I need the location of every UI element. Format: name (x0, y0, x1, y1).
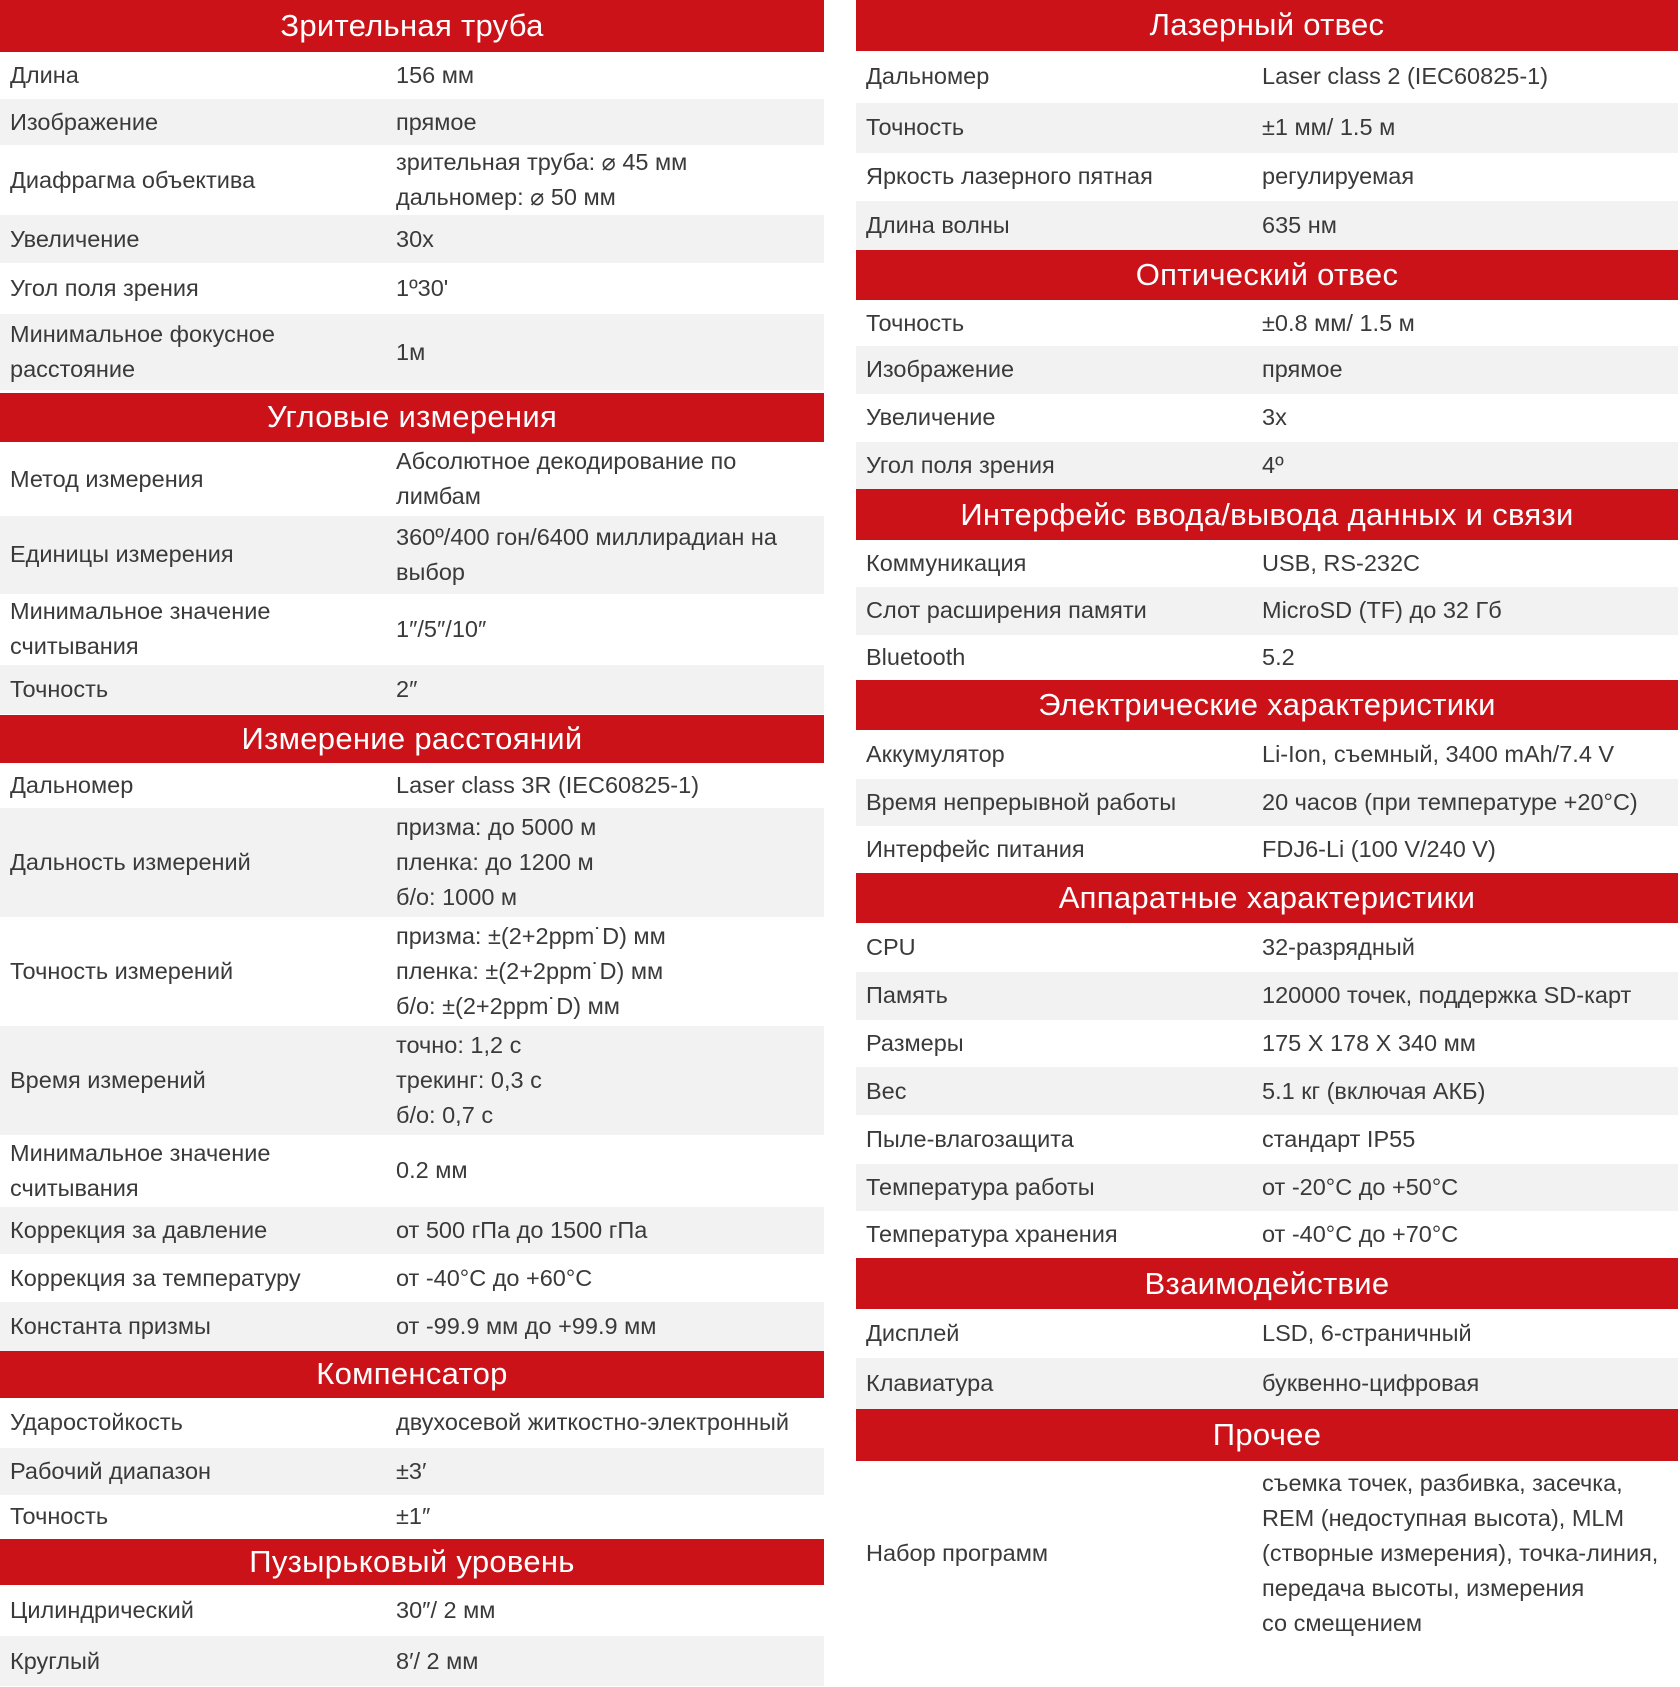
section-header: Зрительная труба (0, 0, 824, 52)
spec-label: Единицы измерения (10, 541, 234, 568)
spec-row (0, 1448, 824, 1495)
spec-label: Минимальное значение считывания (10, 598, 271, 660)
section-header: Аппаратные характеристики (856, 873, 1678, 922)
spec-row (856, 1211, 1678, 1258)
spec-row (0, 314, 824, 390)
spec-value: съемка точек, разбивка, засечка, REM (недоступная высота), MLM (створные измерения), точка-линия, передача высоты, измерения со смещением (1262, 1469, 1659, 1636)
spec-label: Ударостойкость (10, 1409, 183, 1436)
spec-label: Время непрерывной работы (866, 788, 1177, 815)
spec-label: Клавиатура (866, 1370, 994, 1397)
spec-row (856, 923, 1678, 972)
spec-row (856, 779, 1678, 826)
section-header: Лазерный отвес (856, 0, 1678, 51)
spec-row (856, 201, 1678, 249)
spec-label: Слот расширения памяти (866, 597, 1147, 624)
spec-label: Угол поля зрения (10, 275, 199, 302)
spec-row (0, 1135, 824, 1207)
spec-value: 8′/ 2 мм (396, 1647, 479, 1674)
spec-label: Рабочий диапазон (10, 1457, 212, 1484)
spec-row (0, 763, 824, 808)
spec-value: 120000 точек, поддержка SD-карт (1262, 982, 1632, 1009)
spec-label: Дальность измерений (10, 849, 251, 876)
section-header: Компенсатор (0, 1351, 824, 1398)
spec-row (0, 1302, 824, 1350)
spec-value: буквенно-цифровая (1262, 1370, 1480, 1397)
spec-value: 3x (1262, 404, 1287, 431)
spec-value: 1″/5″/10″ (396, 615, 487, 642)
spec-label: Аккумулятор (866, 740, 1005, 767)
section-header: Оптический отвес (856, 250, 1678, 301)
spec-value: Laser class 3R (IEC60825-1) (396, 771, 700, 798)
section-header: Взаимодействие (856, 1258, 1678, 1309)
spec-label: Коррекция за температуру (10, 1264, 301, 1291)
spec-value: 156 мм (396, 61, 475, 88)
spec-label: Точность (866, 114, 965, 141)
spec-row (856, 300, 1678, 346)
spec-value: Laser class 2 (IEC60825-1) (1262, 63, 1549, 90)
spec-label: Круглый (10, 1647, 101, 1674)
spec-label: Дальномер (866, 63, 990, 90)
spec-label: Размеры (866, 1029, 964, 1056)
spec-label: Время измерений (10, 1066, 206, 1093)
spec-value: USB, RS-232C (1262, 550, 1421, 577)
spec-value: ±1″ (396, 1503, 431, 1530)
spec-label: Константа призмы (10, 1313, 211, 1340)
spec-row (856, 153, 1678, 201)
spec-value: 0.2 мм (396, 1157, 468, 1184)
spec-row (856, 394, 1678, 442)
spec-row (0, 442, 824, 516)
spec-row (856, 730, 1678, 778)
spec-value: от -40°C до +60°C (396, 1264, 593, 1291)
section-header: Пузырьковый уровень (0, 1539, 824, 1585)
spec-value: 5.2 (1262, 643, 1295, 670)
spec-row (856, 103, 1678, 152)
spec-row (0, 215, 824, 263)
spec-row (0, 52, 824, 99)
spec-value: призма: до 5000 м пленка: до 1200 м б/о: 1000 м (396, 814, 597, 911)
spec-value: 360º/400 гон/6400 миллирадиан на выбор (396, 523, 777, 585)
spec-label: Изображение (866, 356, 1015, 383)
spec-row (0, 1026, 824, 1135)
spec-row (856, 1067, 1678, 1115)
spec-value: 2″ (396, 675, 418, 702)
spec-label: Увеличение (10, 225, 140, 252)
spec-row (0, 263, 824, 314)
spec-label: Точность (10, 675, 109, 702)
spec-value: ±3′ (396, 1457, 427, 1484)
spec-value: от -40°C до +70°C (1262, 1221, 1459, 1248)
spec-label: Bluetooth (866, 643, 966, 670)
spec-row (856, 1020, 1678, 1067)
spec-label: Температура работы (866, 1173, 1095, 1200)
spec-value: 175 X 178 X 340 мм (1262, 1029, 1476, 1056)
spec-row (0, 516, 824, 593)
spec-row (0, 665, 824, 714)
spec-value: MicroSD (TF) до 32 Гб (1262, 597, 1502, 624)
spec-label: Память (866, 982, 948, 1009)
spec-row (0, 808, 824, 918)
spec-label: Минимальное значение считывания (10, 1139, 271, 1201)
spec-value: ±0.8 мм/ 1.5 м (1262, 309, 1415, 336)
spec-label: Длина (10, 61, 79, 88)
spec-label: Точность измерений (10, 958, 234, 985)
spec-row (856, 587, 1678, 634)
spec-label: Метод измерения (10, 465, 204, 492)
spec-label: Дисплей (866, 1320, 960, 1347)
spec-label: Минимальное фокусное расстояние (10, 321, 275, 383)
spec-label: Набор программ (866, 1539, 1049, 1566)
section-header: Прочее (856, 1409, 1678, 1461)
spec-value: 20 часов (при температуре +20°C) (1262, 788, 1638, 815)
spec-value: FDJ6-Li (100 V/240 V) (1262, 836, 1496, 863)
spec-value: Li-Ion, съемный, 3400 mAh/7.4 V (1262, 740, 1615, 767)
spec-label: Коммуникация (866, 550, 1027, 577)
spec-label: Увеличение (866, 404, 996, 431)
spec-label: Цилиндрический (10, 1597, 194, 1624)
spec-label: Яркость лазерного пятная (866, 163, 1153, 190)
section-header: Интерфейс ввода/вывода данных и связи (856, 489, 1678, 540)
spec-value: регулируемая (1262, 163, 1415, 190)
spec-row (856, 972, 1678, 1019)
spec-row (856, 1309, 1678, 1358)
spec-row (0, 917, 824, 1026)
spec-value: точно: 1,2 с трекинг: 0,3 с б/о: 0,7 с (396, 1031, 542, 1128)
spec-value: стандарт IP55 (1262, 1125, 1416, 1152)
spec-row (0, 1398, 824, 1447)
spec-row (856, 346, 1678, 393)
spec-label: Диафрагма объектива (10, 166, 256, 193)
spec-value: Абсолютное декодирование по лимбам (396, 448, 737, 510)
spec-row (856, 540, 1678, 587)
spec-value: зрительная труба: ⌀ 45 мм дальномер: ⌀ 50 мм (396, 149, 688, 211)
spec-label: Интерфейс питания (866, 836, 1085, 863)
section-header: Угловые измерения (0, 393, 824, 442)
spec-label: Угол поля зрения (866, 452, 1055, 479)
spec-value: ±1 мм/ 1.5 м (1262, 114, 1396, 141)
spec-row (0, 99, 824, 145)
spec-value: 5.1 кг (включая АКБ) (1262, 1077, 1486, 1104)
spec-value: 635 нм (1262, 211, 1337, 238)
section-header: Измерение расстояний (0, 715, 824, 762)
spec-label: Точность (866, 309, 965, 336)
spec-row (0, 1585, 824, 1636)
spec-value: прямое (1262, 356, 1343, 383)
spec-row (856, 635, 1678, 680)
spec-label: Дальномер (10, 771, 134, 798)
spec-row (856, 442, 1678, 489)
spec-value: двухосевой житкостно-электронный (396, 1409, 790, 1436)
spec-row (856, 1115, 1678, 1163)
spec-value: 4º (1262, 452, 1284, 479)
spec-label: Длина волны (866, 211, 1010, 238)
section-header: Электрические характеристики (856, 680, 1678, 731)
spec-value: от -20°C до +50°C (1262, 1173, 1459, 1200)
spec-row (856, 826, 1678, 873)
spec-label: Изображение (10, 108, 159, 135)
spec-row (0, 1636, 824, 1687)
spec-value: 30x (396, 225, 434, 252)
spec-label: Пыле-влагозащита (866, 1125, 1074, 1152)
spec-value: 32-разрядный (1262, 934, 1415, 960)
spec-value: LSD, 6-страничный (1262, 1320, 1472, 1347)
spec-label: CPU (866, 934, 916, 960)
spec-value: 30″/ 2 мм (396, 1597, 496, 1624)
spec-label: Температура хранения (866, 1221, 1118, 1248)
spec-label: Точность (10, 1503, 109, 1530)
spec-row (856, 1358, 1678, 1409)
spec-value: 1º30' (396, 275, 449, 302)
spec-label: Коррекция за давление (10, 1216, 268, 1243)
spec-row (856, 51, 1678, 104)
spec-row (0, 1207, 824, 1254)
spec-value: прямое (396, 108, 477, 135)
spec-row (856, 1461, 1678, 1646)
spec-row (0, 145, 824, 215)
spec-row (0, 1254, 824, 1302)
spec-label: Вес (866, 1077, 907, 1104)
spec-value: призма: ±(2+2ppm˙D) мм пленка: ±(2+2ppm˙D) мм б/о: ±(2+2ppm˙D) мм (396, 923, 666, 1020)
spec-value: от 500 гПа до 1500 гПа (396, 1216, 648, 1243)
spec-row (0, 594, 824, 665)
spec-value: от -99.9 мм до +99.9 мм (396, 1313, 657, 1340)
spec-row (0, 1495, 824, 1539)
spec-row (856, 1164, 1678, 1211)
spec-value: 1м (396, 338, 426, 365)
